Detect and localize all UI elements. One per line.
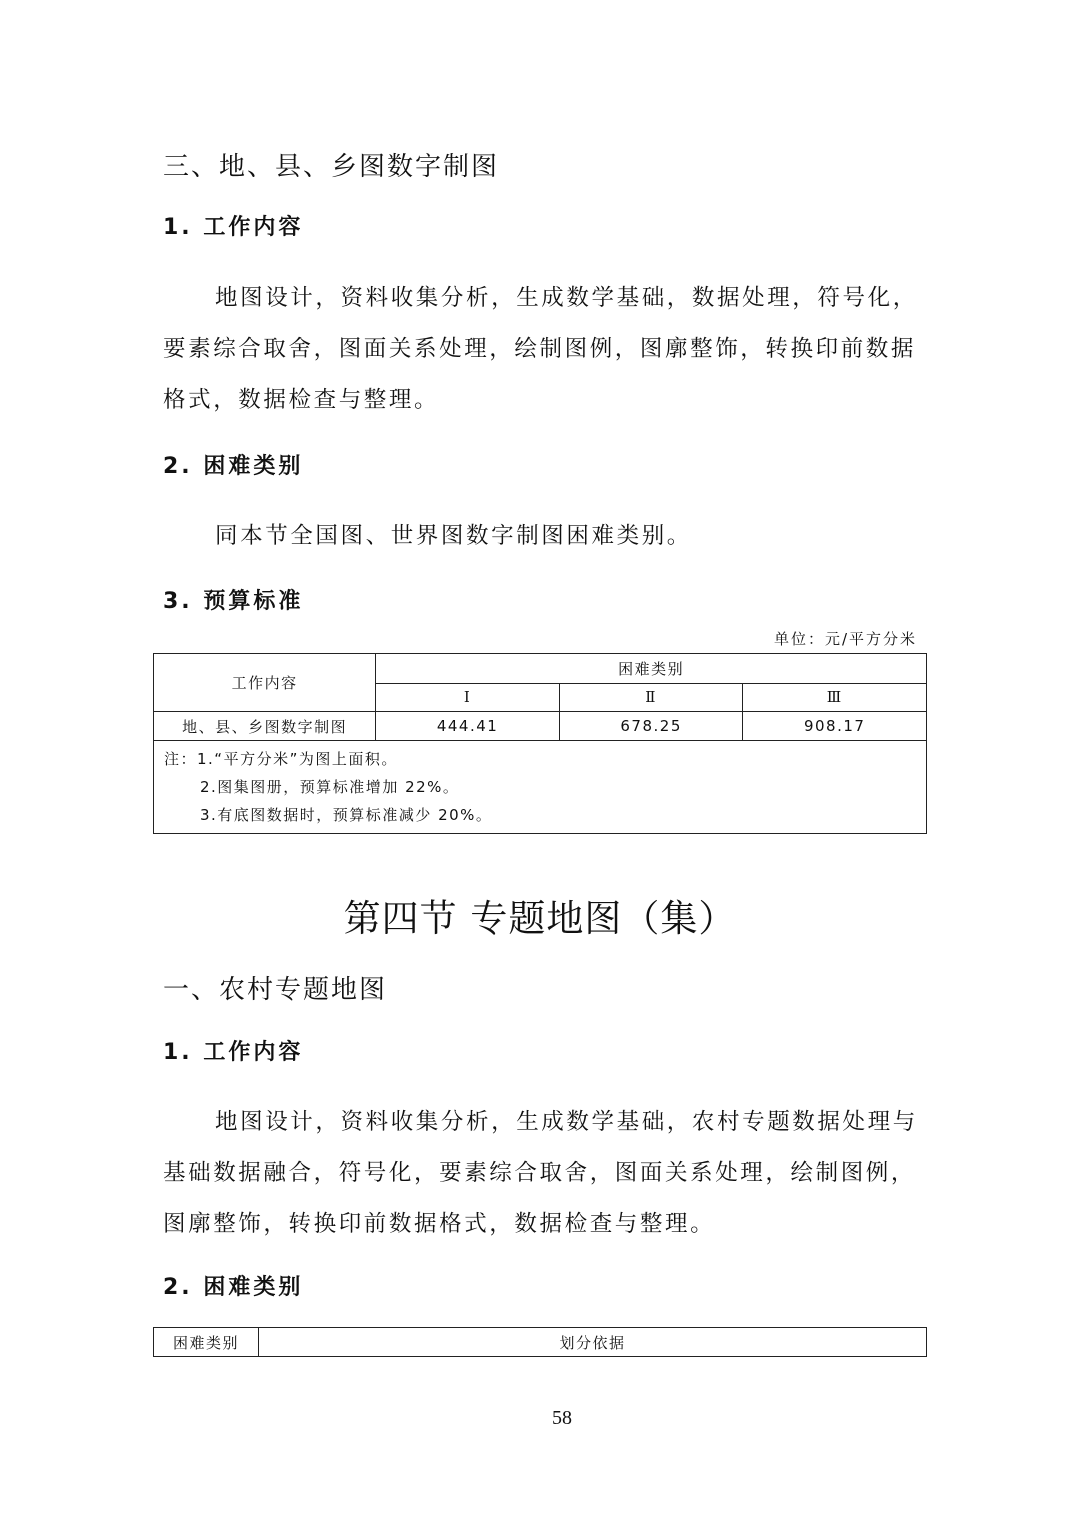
- note-2: 2.图集图册，预算标准增加 22%。: [200, 778, 460, 796]
- table-notes: [154, 741, 927, 834]
- budget-table: [153, 653, 927, 834]
- difficulty-heading: 2. 困难类别: [163, 454, 304, 479]
- col-header-difficulty-2: 困难类别: [154, 1328, 259, 1357]
- level-2: Ⅱ: [559, 684, 743, 712]
- col-header-difficulty: 困难类别: [376, 654, 927, 684]
- difficulty-paragraph: 同本节全国图、世界图数字制图困难类别。: [215, 523, 692, 549]
- page-number: 58: [552, 1407, 572, 1429]
- value-level-1: 444.41: [376, 712, 560, 741]
- col-header-basis: 划分依据: [259, 1328, 927, 1357]
- section-heading-3: 三、地、县、乡图数字制图: [163, 152, 500, 182]
- note-1: 注：1.“平方分米”为图上面积。: [164, 750, 398, 768]
- unit-label: 单位：元/平方分米: [773, 630, 917, 648]
- difficulty-heading-2: 2. 困难类别: [163, 1275, 304, 1300]
- level-1: Ⅰ: [376, 684, 560, 712]
- work-content-heading: 1. 工作内容: [163, 215, 304, 240]
- level-3: Ⅲ: [743, 684, 927, 712]
- value-level-2: 678.25: [559, 712, 743, 741]
- value-level-3: 908.17: [743, 712, 927, 741]
- note-3: 3.有底图数据时，预算标准减少 20%。: [200, 806, 493, 824]
- subsection-heading-1: 一、农村专题地图: [163, 975, 388, 1005]
- work-content-paragraph: 地图设计，资料收集分析，生成数学基础，数据处理，符号化，要素综合取舍，图面关系处理，绘制图例，图廓整饰，转换印前数据格式，数据检查与整理。: [163, 285, 918, 413]
- section-title: 第四节 专题地图（集）: [343, 897, 737, 940]
- work-content-heading-2: 1. 工作内容: [163, 1040, 304, 1065]
- budget-heading: 3. 预算标准: [163, 589, 304, 614]
- col-header-work: 工作内容: [154, 654, 376, 712]
- row-label: 地、县、乡图数字制图: [154, 712, 376, 741]
- work-content-paragraph-2: 地图设计，资料收集分析，生成数学基础，农村专题数据处理与基础数据融合，符号化，要素综合取舍，图面关系处理，绘制图例，图廓整饰，转换印前数据格式，数据检查与整理。: [163, 1109, 918, 1237]
- difficulty-table: [153, 1327, 927, 1357]
